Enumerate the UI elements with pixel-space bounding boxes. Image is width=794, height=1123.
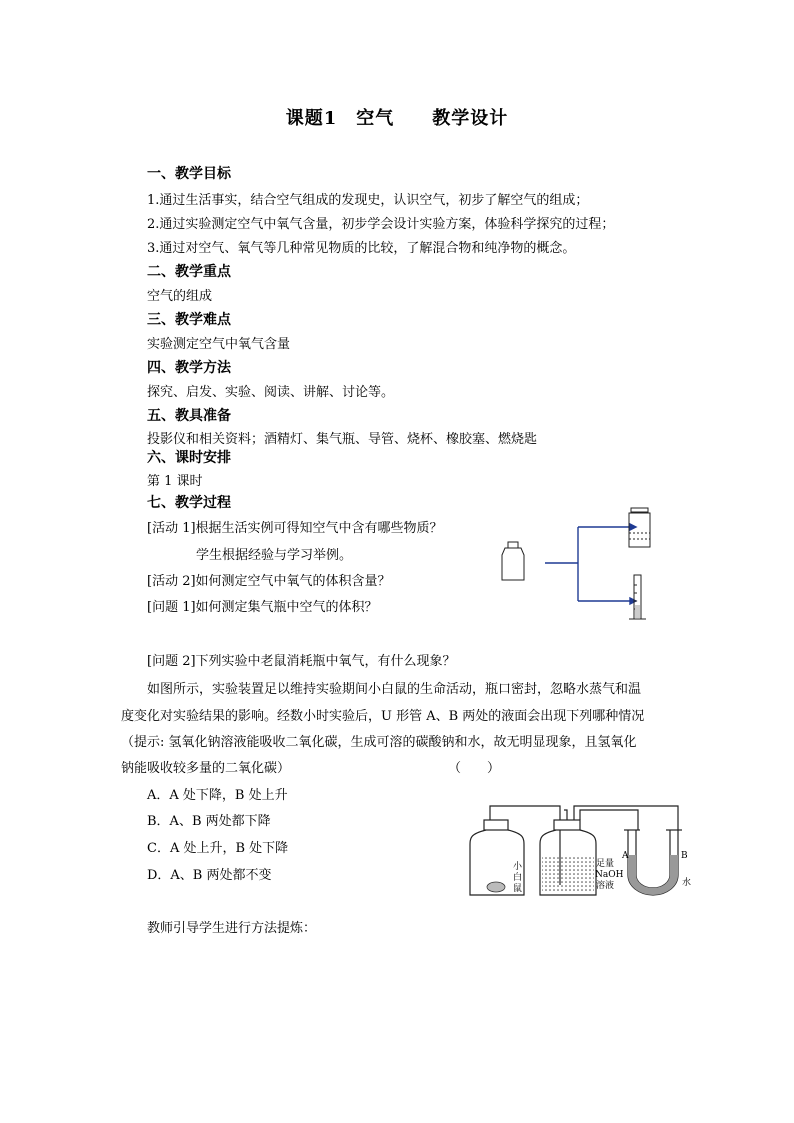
closing-text: 教师引导学生进行方法提炼： bbox=[147, 921, 317, 936]
heading-difficulties: 三、教学难点 bbox=[147, 312, 231, 328]
bottle-1-stopper bbox=[484, 820, 508, 830]
objective-1: 1.通过生活事实，结合空气组成的发现史，认识空气，初步了解空气的组成； bbox=[147, 193, 589, 208]
page-title: 课题1 空气 教学设计 bbox=[285, 108, 509, 129]
label-mouse-2: 白 bbox=[513, 873, 523, 883]
heading-process: 七、教学过程 bbox=[147, 495, 231, 511]
naoh-solution bbox=[542, 855, 594, 893]
question-1: [问题 1]如何测定集气瓶中空气的体积？ bbox=[147, 600, 378, 615]
paragraph-line-4: 钠能吸收较多量的二氧化碳） bbox=[121, 761, 291, 776]
heading-schedule: 六、课时安排 bbox=[147, 450, 231, 466]
mouse-experiment-figure bbox=[468, 800, 700, 900]
question-2: [问题 2]下列实验中老鼠消耗瓶中氧气，有什么现象？ bbox=[147, 654, 456, 669]
heading-objectives: 一、教学目标 bbox=[147, 166, 231, 182]
option-b: B．A、B 两处都下降 bbox=[147, 814, 271, 829]
difficulties-text: 实验测定空气中氧气含量 bbox=[147, 337, 291, 352]
schedule-text: 第 1 课时 bbox=[147, 474, 203, 489]
label-a: A bbox=[622, 851, 629, 861]
bottle-icon bbox=[502, 542, 524, 580]
label-b: B bbox=[681, 851, 688, 861]
u-tube-water bbox=[628, 855, 678, 895]
activity-2: [活动 2]如何测定空气中氧气的体积含量？ bbox=[147, 574, 391, 589]
paragraph-line-2: 度变化对实验结果的影响。经数小时实验后，U 形管 A、B 两处的液面会出现下列哪种情况 bbox=[121, 709, 645, 724]
objective-3: 3.通过对空气、氧气等几种常见物质的比较，了解混合物和纯净物的概念。 bbox=[147, 241, 576, 256]
option-d: D．A、B 两处都不变 bbox=[147, 868, 272, 883]
label-mouse-1: 小 bbox=[513, 862, 523, 872]
label-mouse-3: 鼠 bbox=[513, 884, 523, 894]
mouse-icon bbox=[487, 882, 505, 892]
label-naoh-2: NaOH bbox=[595, 870, 624, 880]
label-naoh-1: 足量 bbox=[596, 859, 615, 869]
option-a: A．A 处下降，B 处上升 bbox=[147, 788, 288, 803]
paragraph-line-1: 如图所示，实验装置足以维持实验期间小白鼠的生命活动，瓶口密封，忽略水蒸气和温 bbox=[147, 682, 642, 697]
graduated-cylinder-icon bbox=[629, 575, 646, 619]
label-naoh-3: 溶液 bbox=[596, 881, 615, 891]
heading-key-points: 二、教学重点 bbox=[147, 264, 231, 280]
paragraph-line-3: （提示: 氢氧化钠溶液能吸收二氧化碳，生成可溶的碳酸钠和水，故无明显现象，且氢氧化 bbox=[121, 735, 637, 750]
answer-blank: （ ） bbox=[448, 761, 501, 776]
branch-arrows bbox=[545, 524, 636, 604]
apparatus-branch-figure bbox=[498, 505, 658, 630]
methods-text: 探究、启发、实验、阅读、讲解、讨论等。 bbox=[147, 385, 395, 400]
heading-materials: 五、教具准备 bbox=[147, 408, 231, 424]
materials-text: 投影仪和相关资料；酒精灯、集气瓶、导管、烧杯、橡胶塞、燃烧匙 bbox=[147, 432, 538, 447]
objective-2: 2.通过实验测定空气中氧气含量，初步学会设计实验方案，体验科学探究的过程； bbox=[147, 217, 615, 232]
activity-1-note: 学生根据经验与学习举例。 bbox=[196, 548, 353, 563]
key-points-text: 空气的组成 bbox=[147, 289, 213, 304]
label-water: 水 bbox=[682, 878, 692, 888]
bottle-2-stopper bbox=[554, 820, 580, 830]
activity-1: [活动 1]根据生活实例可得知空气中含有哪些物质？ bbox=[147, 521, 443, 536]
option-c: C．A 处上升，B 处下降 bbox=[147, 841, 289, 856]
heading-methods: 四、教学方法 bbox=[147, 360, 231, 376]
